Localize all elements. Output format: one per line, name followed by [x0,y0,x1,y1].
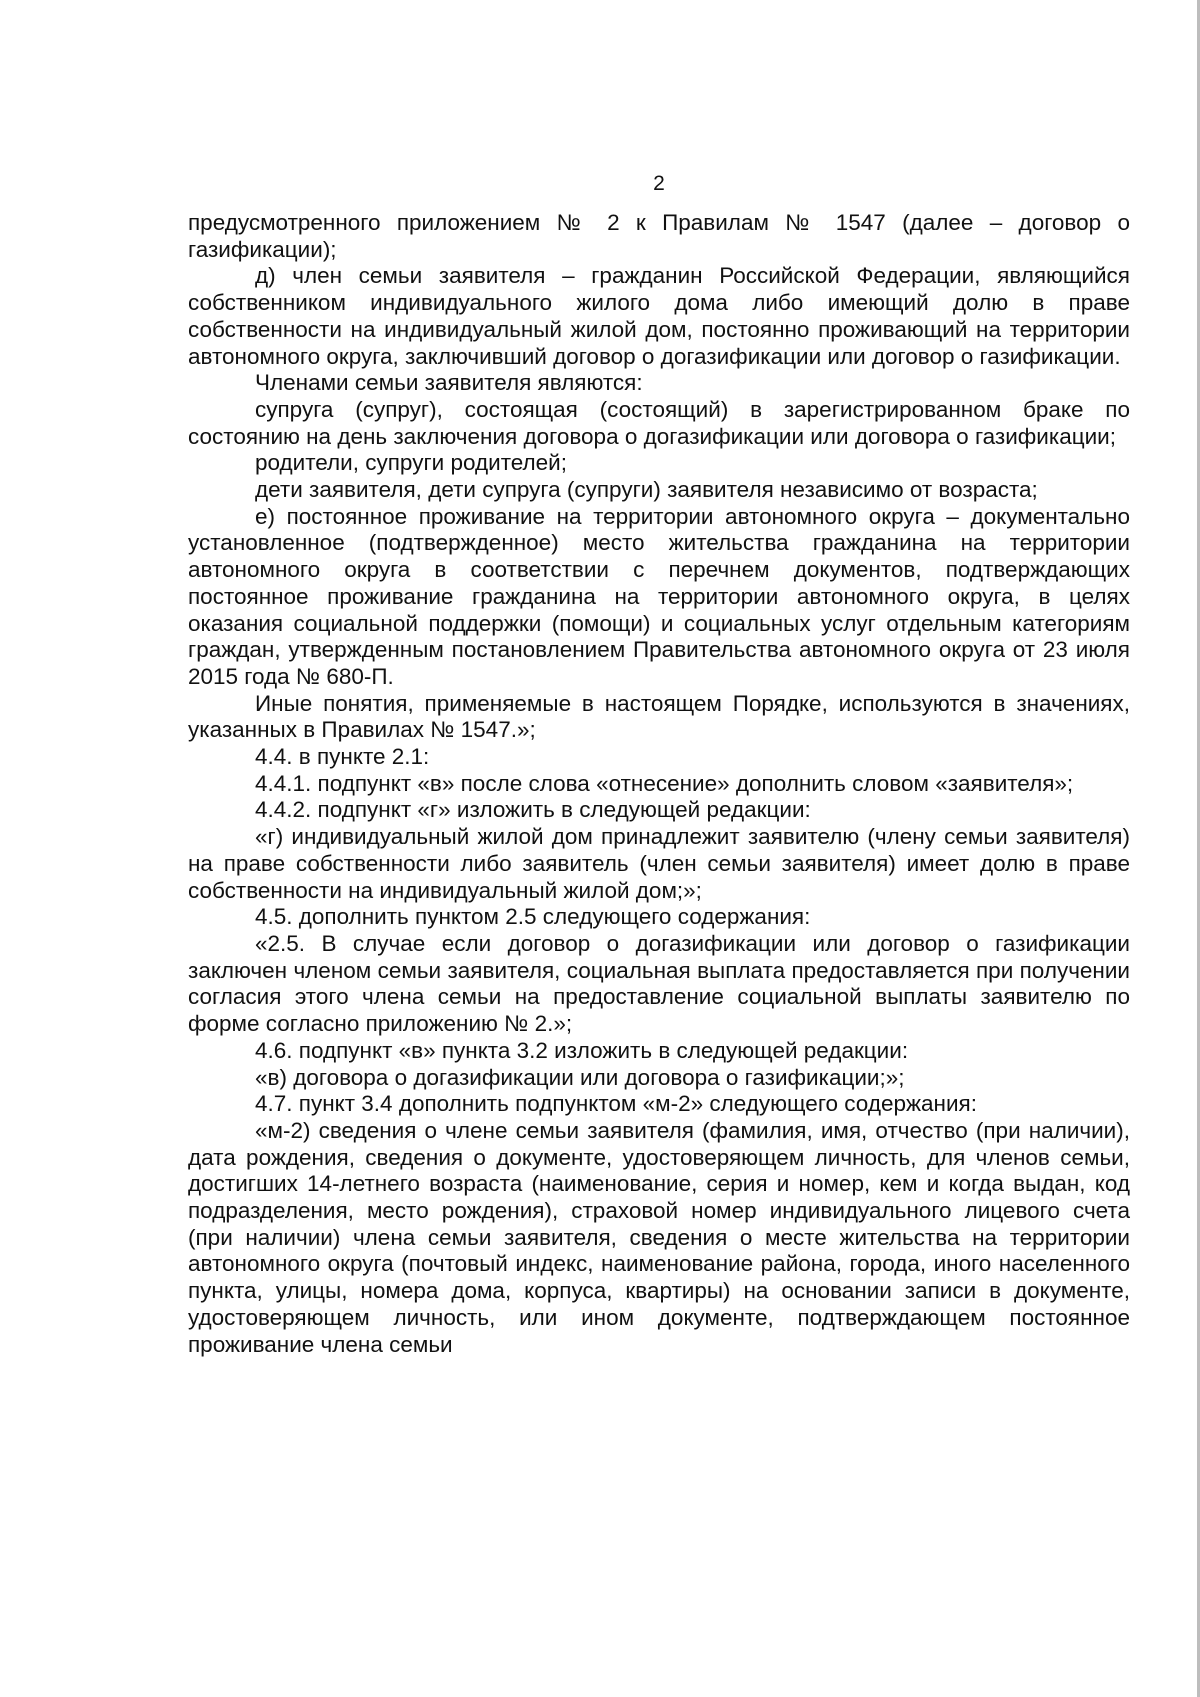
paragraph-subitem-m-2: «м-2) сведения о члене семьи заявителя (фамилия, имя, отчество (при наличии), дата рождения, сведения о документе, удостоверяющем личность, для членов семьи, достигших 14-летнего возраста (наименование, серия и номер, кем и когда выдан, код подразделения, место рождения), страховой номер индивидуального лицевого счета (при наличии) члена семьи заявителя, сведения о месте жительства на территории автономного округа (почтовый индекс, наименование района, города, иного населенного пункта, улицы, номера дома, корпуса, квартиры) на основании записи в документе, удостоверяющем личность, или ином документе, подтверждающем постоянное проживание члена семьи [188,1117,1130,1357]
paragraph-item-4-4-1: 4.4.1. подпункт «в» после слова «отнесение» дополнить словом «заявителя»; [255,770,1074,796]
paragraph-item-2-5: «2.5. В случае если договор о догазификации или договор о газификации заключен членом семьи заявителя, социальная выплата предоставляется при получении согласия этого члена семьи на предоставление социальной выплаты заявителю по форме согласно приложению № 2.»; [188,930,1130,1037]
paragraph-definition-e: е) постоянное проживание на территории автономного округа – документально установленное (подтвержденное) место жительства гражданина на территории автономного округа в соответствии с перечнем документов, подтверждающих постоянное проживание гражданина на территории автономного округа, в целях оказания социальной поддержки (помощи) и социальных услуг отдельным категориям граждан, утвержденным постановлением Правительства автономного округа от 23 июля 2015 года № 680-П. [188,503,1130,689]
paragraph-item-4-6: 4.6. подпункт «в» пункта 3.2 изложить в следующей редакции: [255,1037,909,1063]
paragraph-item-4-7: 4.7. пункт 3.4 дополнить подпунктом «м-2» следующего содержания: [255,1091,977,1117]
paragraph-item-4-4-2: 4.4.2. подпункт «г» изложить в следующей редакции: [255,797,811,823]
paragraph-subitem-g: «г) индивидуальный жилой дом принадлежит заявителю (члену семьи заявителя) на праве собственности либо заявитель (член семьи заявителя) имеет долю в праве собственности на индивидуальный жилой дом;»; [188,824,1130,903]
paragraph-item-4-4: 4.4. в пункте 2.1: [255,744,430,770]
paragraph-definition-d: д) член семьи заявителя – гражданин Российской Федерации, являющийся собственником индивидуального жилого дома либо имеющий долю в праве собственности на индивидуальный жилой дом, постоянно проживающий на территории автономного округа, заключивший договор о догазификации или договор о газификации. [188,263,1130,369]
page-number: 2 [653,172,665,195]
paragraph-continuation: предусмотренного приложением № 2 к Правилам № 1547 (далее – договор о газификации); [188,210,1130,262]
paragraph-other-terms: Иные понятия, применяемые в настоящем Порядке, используются в значениях, указанных в Правилах № 1547.»; [188,690,1130,743]
paragraph-subitem-v: «в) договора о догазификации или договора о газификации;»; [255,1064,905,1090]
paragraph-children: дети заявителя, дети супруга (супруги) заявителя независимо от возраста; [255,477,1038,503]
paragraph-spouse: супруга (супруг), состоящая (состоящий) в зарегистрированном браке по состоянию на день заключения договора о догазификации или договора о газификации; [188,396,1130,449]
paragraph-item-4-5: 4.5. дополнить пунктом 2.5 следующего содержания: [255,904,811,930]
document-body [188,210,1130,1358]
paragraph-family-members-intro: Членами семьи заявителя являются: [255,370,643,396]
paragraph-parents: родители, супруги родителей; [255,450,567,476]
